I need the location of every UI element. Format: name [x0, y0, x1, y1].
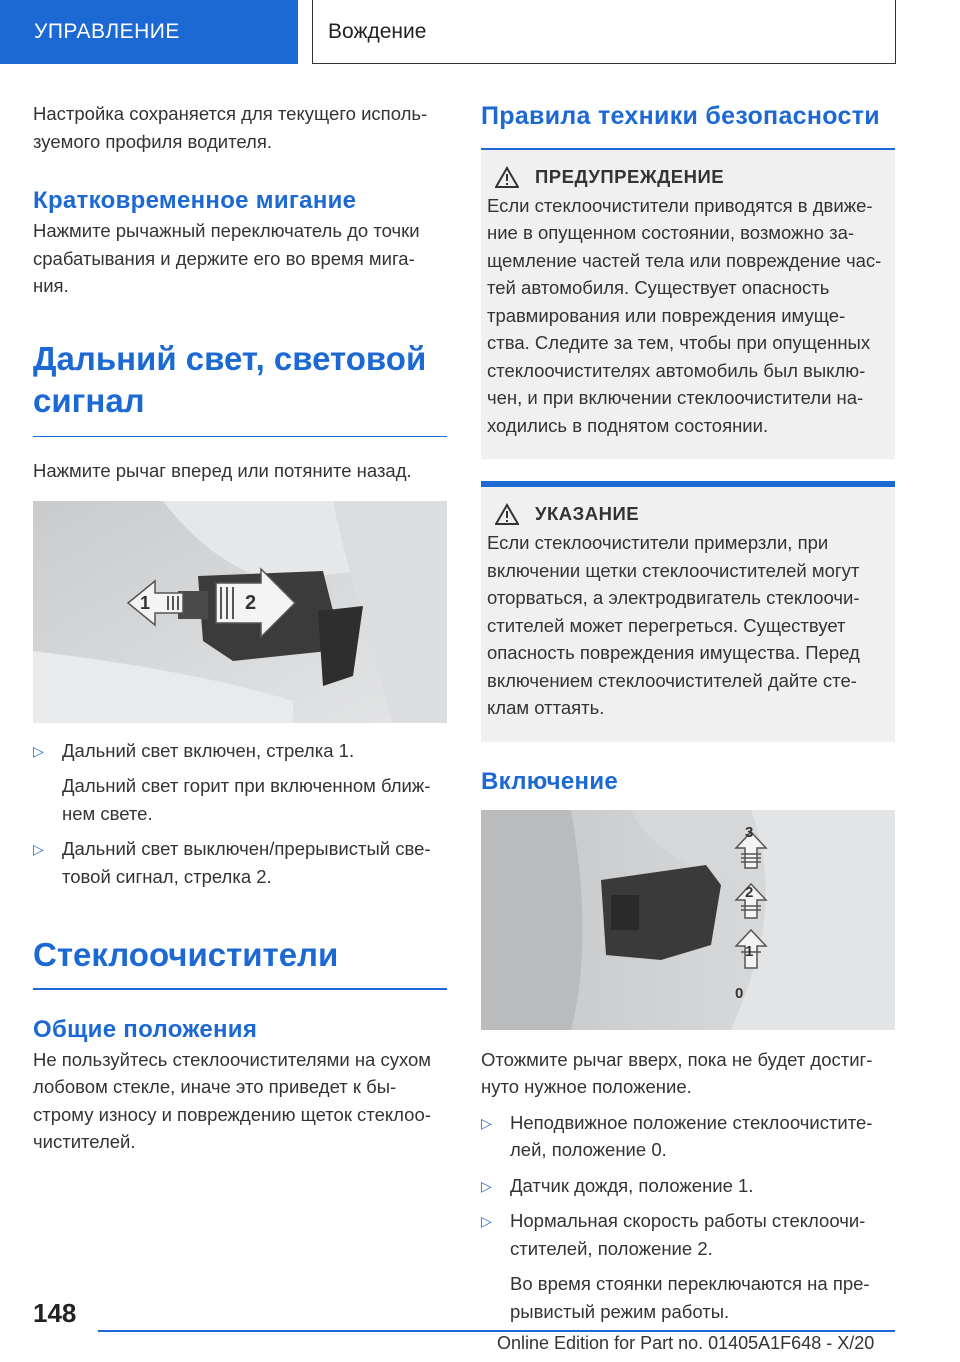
- flash-text: Нажмите рычажный переключатель до точки срабатывания и держите его во время мига-ния.: [33, 220, 420, 296]
- switch-on-text: Отожмите рычаг вверх, пока не будет достиг-нуто нужное положение.: [481, 1048, 873, 1097]
- warning-triangle-icon: [495, 503, 519, 525]
- list-item: [481, 1207, 895, 1262]
- right-column: [481, 100, 895, 1325]
- triangle-bullet-icon: ▷: [33, 841, 44, 857]
- notice-title-row: [487, 503, 887, 525]
- position-3-label: 3: [745, 823, 754, 841]
- notice-text: Если стеклоочистители примерзли, при включении щетки стеклоочистителей могут оторваться, а электродвигатель стеклоочи-стителей может перегреться. Существует опасность повреждения имущества. Перед включением стеклоочистителей дайте сте-клам оттаять.: [487, 532, 860, 718]
- chapter-title: УПРАВЛЕНИЕ: [34, 20, 180, 43]
- triangle-bullet-icon: ▷: [481, 1213, 492, 1229]
- safety-heading: Правила техники безопасности: [481, 102, 880, 130]
- warning-text: Если стеклоочистители приводятся в движе-ние в опущенном состоянии, возможно за-щемление частей тела или повреждение час-тей автомобиля. Существует опасность травмирования или повреждения имуще-ства. Следите за тем, чтобы при опущенных стеклоочистителях автомобиль был выклю-чен, и при включении стеклоочистители на-ходились в поднятом состоянии.: [487, 194, 882, 436]
- list-item-subtext: Во время стоянки переключаются на пре-рывистый режим работы.: [510, 1273, 870, 1322]
- triangle-bullet-icon: ▷: [33, 742, 44, 759]
- edition-text: Online Edition for Part no. 01405A1F648 - X/20: [497, 1333, 875, 1353]
- flash-heading: Кратковременное мигание: [33, 187, 357, 214]
- list-item-text: Датчик дождя, положение 1.: [510, 1174, 754, 1196]
- general-text: Не пользуйтесь стеклоочистителями на сухом лобовом стекле, иначе это приведет к бы-строму износу и повреждению щеток стеклоо-чистителей.: [33, 1048, 432, 1152]
- position-2-label: 2: [745, 883, 754, 901]
- triangle-bullet-icon: ▷: [481, 1114, 492, 1131]
- section-header: [312, 0, 896, 64]
- wiper-lever-image: [481, 810, 895, 1030]
- warning-triangle-icon: [495, 166, 519, 188]
- footer-rule: [98, 1330, 895, 1332]
- warning-title-row: [487, 166, 887, 188]
- notice-box: [481, 487, 895, 742]
- general-heading: Общие положения: [33, 1015, 258, 1043]
- list-item: [33, 737, 447, 765]
- position-0-label: 0: [735, 984, 744, 1002]
- position-1-label: 1: [745, 942, 754, 960]
- triangle-bullet-icon: ▷: [481, 1177, 492, 1194]
- page-number: 148: [33, 1298, 77, 1328]
- highbeam-text: Нажмите рычаг вперед или потяните назад.: [33, 460, 412, 481]
- arrow-1-label: 1: [140, 592, 151, 613]
- intro-text: Настройка сохраняется для текущего исполь-зуемого профиля водителя.: [33, 103, 428, 152]
- list-item: [33, 835, 447, 890]
- warning-title: ПРЕДУПРЕЖДЕНИЕ: [535, 165, 725, 187]
- arrow-2-label: 2: [245, 591, 257, 614]
- notice-title: УКАЗАНИЕ: [535, 503, 640, 524]
- high-beam-lever-image: [33, 501, 447, 723]
- section-title: Вождение: [328, 19, 427, 43]
- list-item: [481, 1109, 895, 1164]
- list-item-subtext: Дальний свет горит при включенном ближ-нем свете.: [62, 775, 431, 824]
- list-item-text: Дальний свет выключен/прерывистый све-товой сигнал, стрелка 2.: [62, 838, 431, 887]
- list-item: [481, 1172, 895, 1200]
- list-item-text: Дальний свет включен, стрелка 1.: [62, 739, 355, 761]
- highbeam-heading: Дальний свет, световой сигнал: [33, 339, 427, 419]
- left-column: [33, 100, 447, 1156]
- warning-box: [481, 150, 895, 460]
- list-item-text: Неподвижное положение стеклоочистите-лей, положение 0.: [510, 1111, 873, 1160]
- chapter-tab: [0, 0, 298, 64]
- wipers-heading: Стеклоочистители: [33, 936, 339, 973]
- list-item-text: Нормальная скорость работы стеклоочи-стителей, положение 2.: [510, 1210, 866, 1259]
- switch-on-heading: Включение: [481, 767, 619, 795]
